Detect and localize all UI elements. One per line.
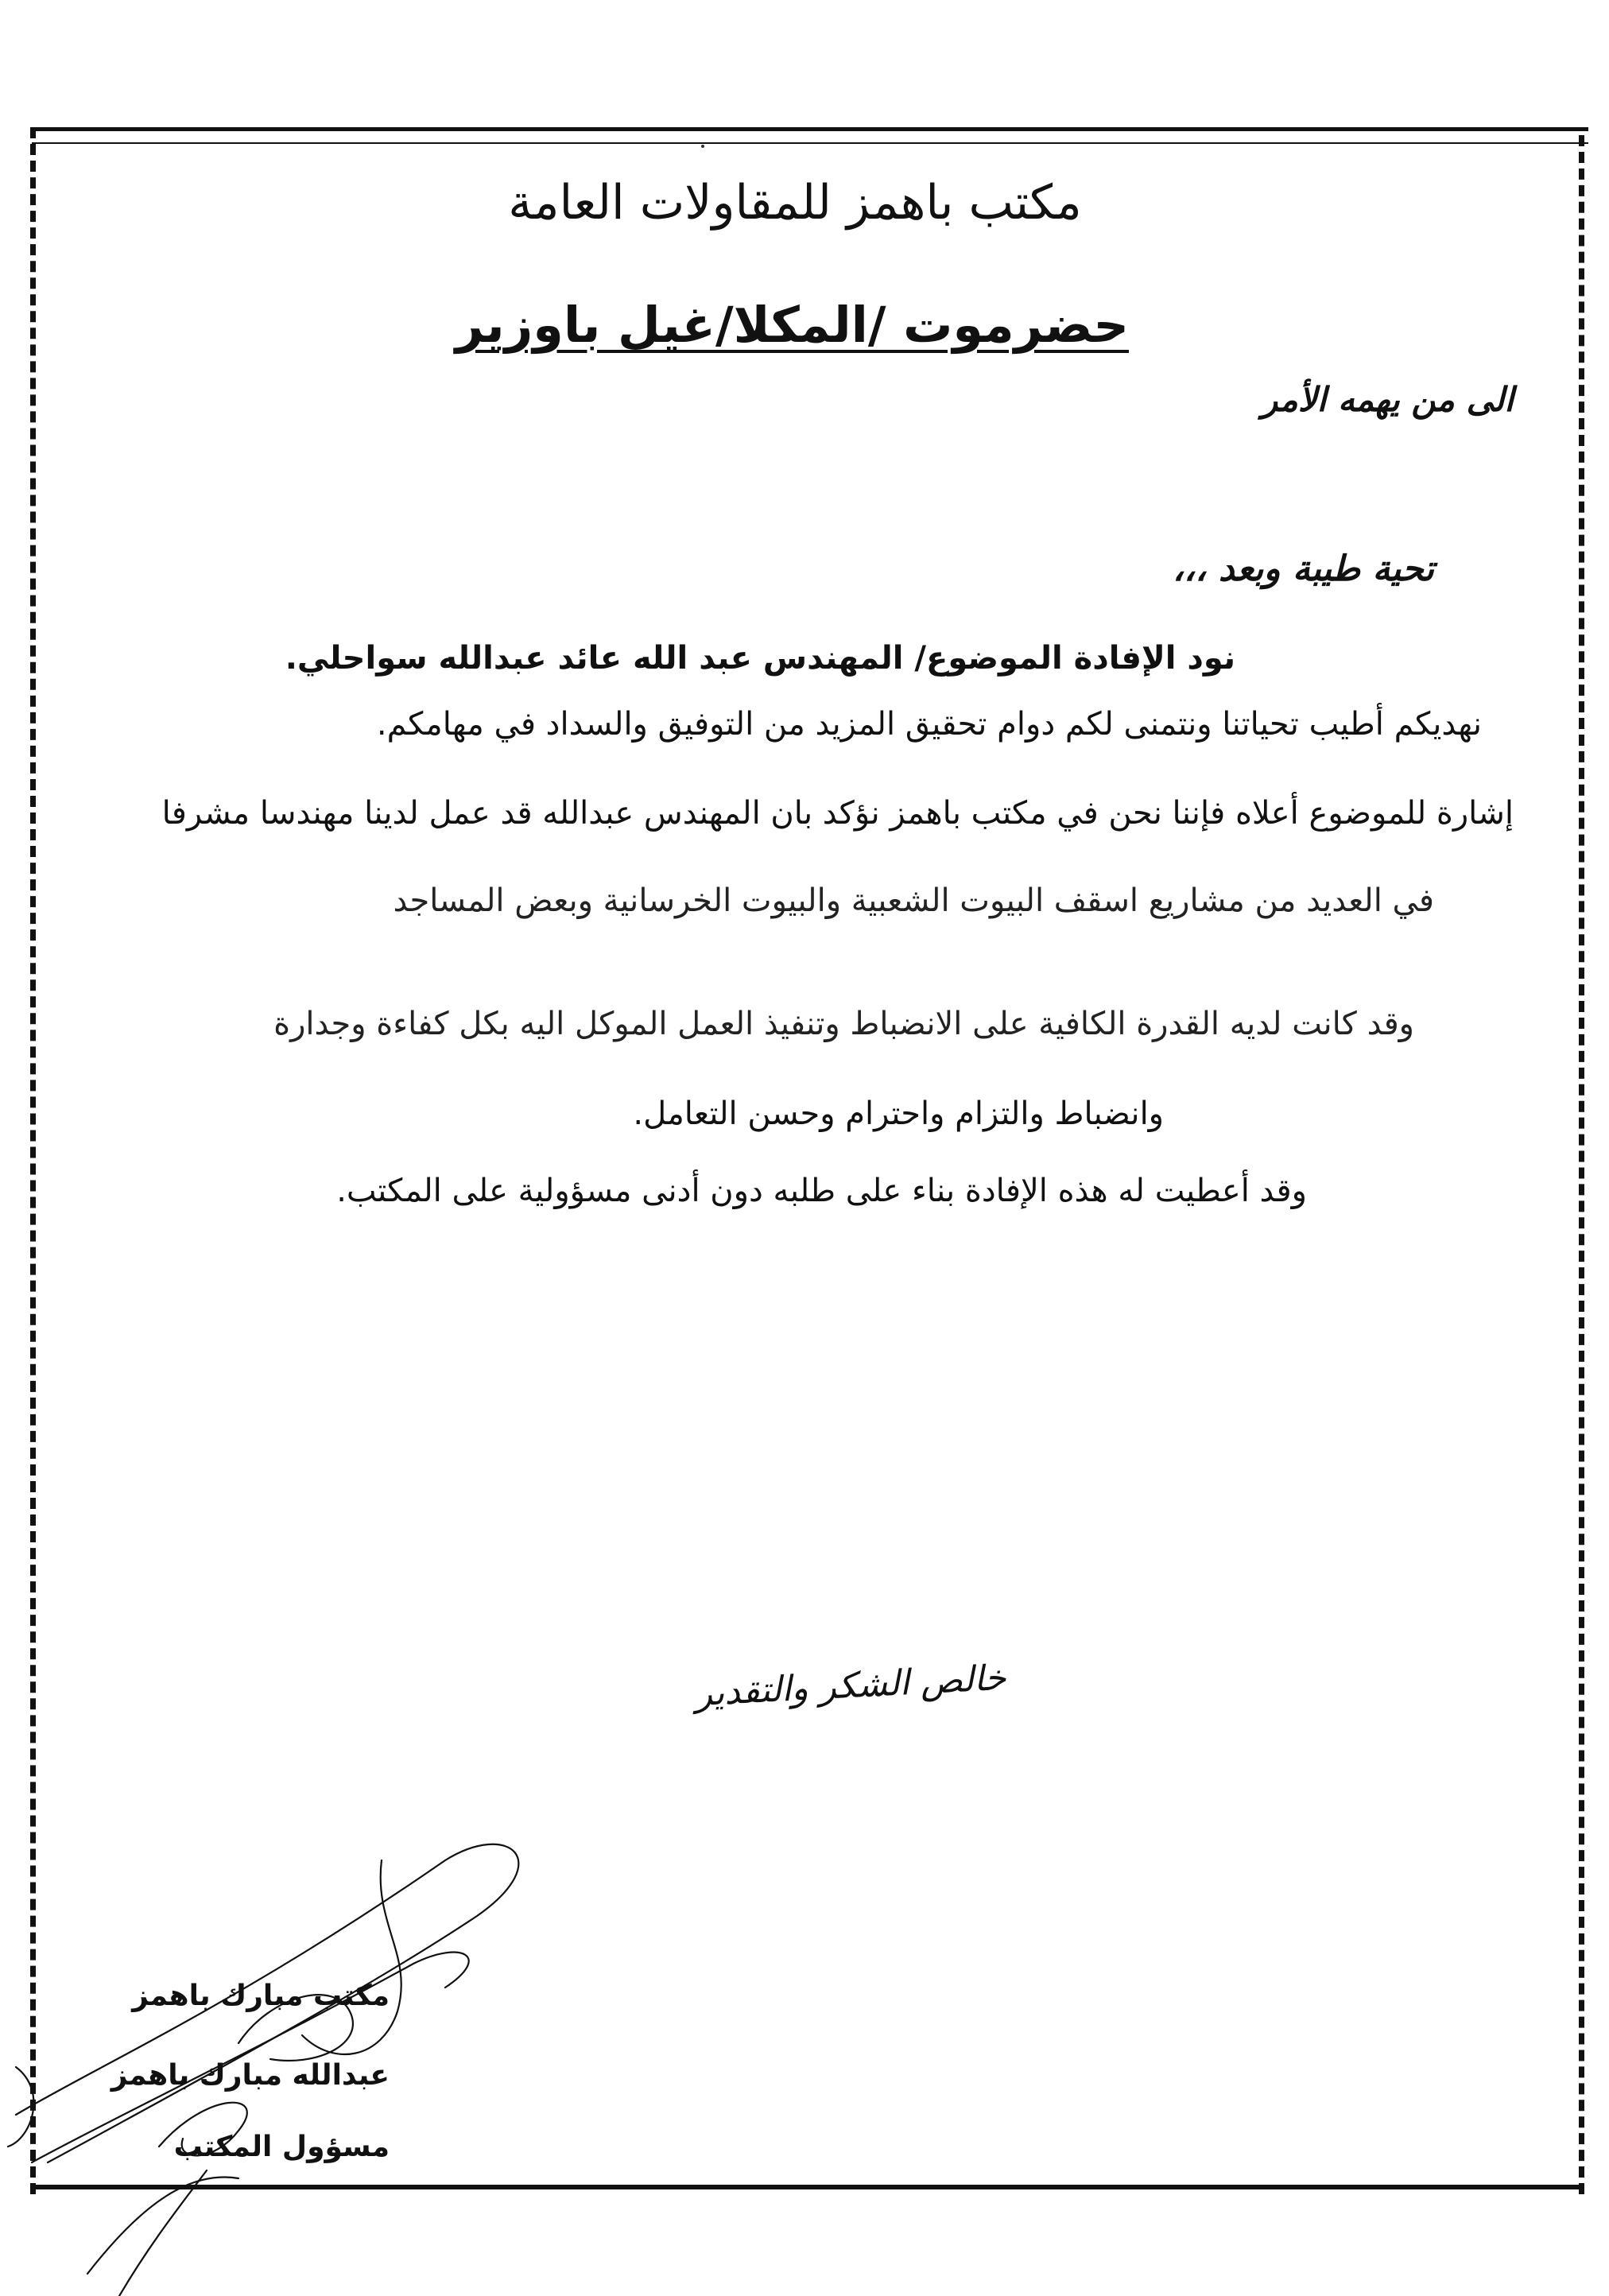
company-location: حضرموت /المكلا/غيل باوزير (455, 296, 1129, 354)
letter-subject-line: نود الإفادة الموضوع/ المهندس عبد الله عائد عبدالله سواحلي. (285, 640, 1235, 677)
scan-speck (701, 145, 704, 148)
signature-office: مكتب مبارك باهمز (132, 1980, 390, 2012)
letter-body-line: وانضباط والتزام واحترام وحسن التعامل. (633, 1096, 1164, 1132)
letter-body-line: وقد كانت لديه القدرة الكافية على الانضباط وتنفيذ العمل الموكل اليه بكل كفاءة وجدارة (273, 1006, 1414, 1042)
signature-name: عبدالله مبارك باهمز (110, 2059, 390, 2092)
closing-remark: خالص الشكر والتقدير (694, 1657, 1007, 1715)
page-border-top (32, 127, 1588, 144)
letter-body-line: نهديكم أطيب تحياتنا ونتمنى لكم دوام تحقيق المزيد من التوفيق والسداد في مهامكم. (376, 706, 1482, 743)
letter-body-line: إشارة للموضوع أعلاه فإننا نحن في مكتب باهمز نؤكد بان المهندس عبدالله قد عمل لدينا مهندسا مشرفا (161, 795, 1514, 832)
greeting: تحية طيبة وبعد ،،، (1172, 549, 1434, 589)
letter-body-line: وقد أعطيت له هذه الإفادة بناء على طلبه دون أدنى مسؤولية على المكتب. (336, 1173, 1307, 1209)
to-whom-it-may-concern: الى من يهمه الأمر (1262, 380, 1514, 419)
company-name: مكتب باهمز للمقاولات العامة (508, 175, 1082, 231)
letter-body-line: في العديد من مشاريع اسقف البيوت الشعبية والبيوت الخرسانية وبعض المساجد (393, 882, 1434, 919)
signature-role: مسؤول المكتب (173, 2131, 390, 2163)
page-border-right (1579, 135, 1584, 2194)
